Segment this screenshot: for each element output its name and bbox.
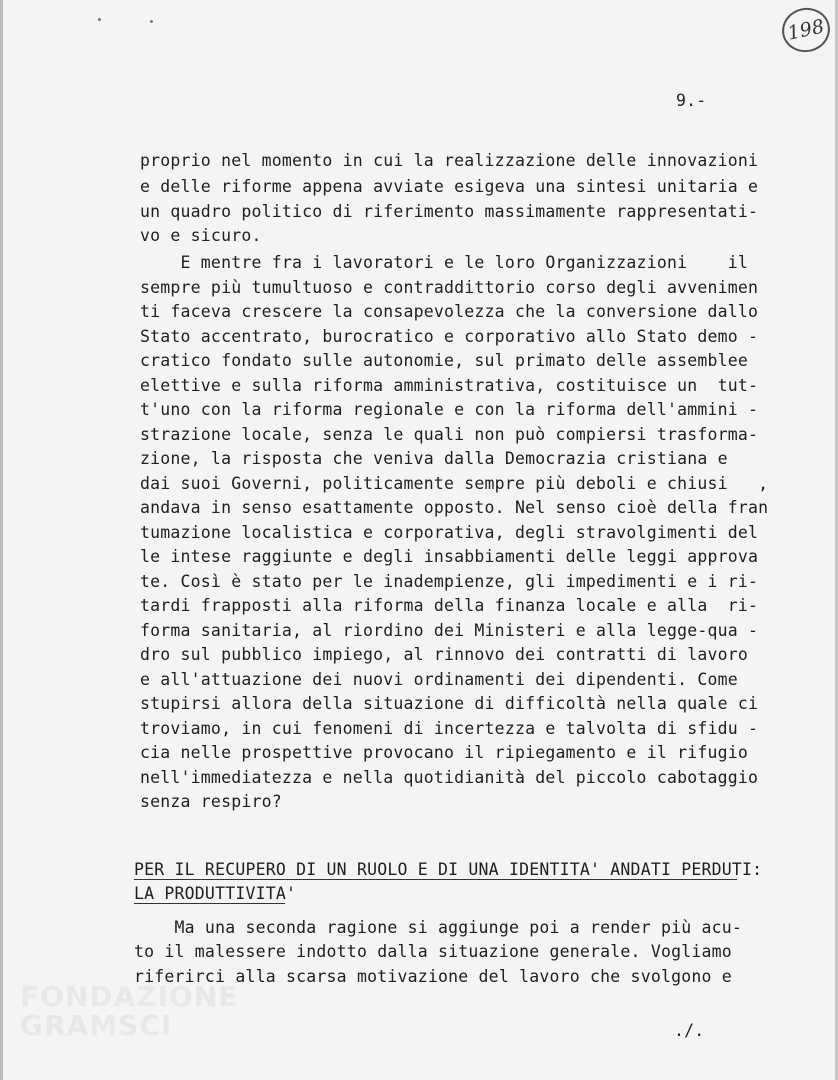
paragraph-2-line: E mentre fra i lavoratori e le loro Organizzazioni il bbox=[140, 253, 749, 272]
paragraph-1-line: vo e sicuro. bbox=[140, 226, 262, 245]
watermark-line: FONDAZIONE bbox=[20, 980, 239, 1013]
speck-mark bbox=[150, 20, 153, 23]
watermark-line: GRAMSCI bbox=[20, 1009, 173, 1043]
paragraph-2-line: Stato accentrato, burocratico e corporativo allo Stato demo - bbox=[140, 327, 759, 346]
paragraph-2-line: sempre più tumultuoso e contraddittorio corso degli avvenimen bbox=[140, 278, 759, 297]
paragraph-2-line: tardi frapposti alla riforma della finanza locale e alla ri- bbox=[140, 596, 759, 615]
paragraph-3-line: riferirci alla scarsa motivazione del lavoro che svolgono e bbox=[134, 967, 732, 986]
paragraph-3-line: Ma una seconda ragione si aggiunge poi a render più acu- bbox=[134, 918, 743, 937]
paragraph-2-line: ti faceva crescere la consapevolezza che la conversione dallo bbox=[140, 302, 759, 321]
section-heading-line-1: PER IL RECUPERO DI UN RUOLO E DI UNA IDENTITA' ANDATI PERDUTI: bbox=[134, 860, 763, 879]
section-heading-underline bbox=[134, 903, 285, 904]
paragraph-1-line: proprio nel momento in cui la realizzazione delle innovazioni bbox=[140, 151, 759, 170]
section-heading-underline bbox=[134, 879, 737, 880]
paragraph-2-line: te. Così è stato per le inadempienze, gli impedimenti e i ri- bbox=[140, 572, 759, 591]
speck-mark bbox=[98, 18, 101, 21]
paragraph-1-line: e delle riforme appena avviate esigeva una sintesi unitaria e bbox=[140, 177, 759, 196]
paragraph-2-line: dai suoi Governi, politicamente sempre più deboli e chiusi , bbox=[140, 474, 769, 493]
archive-stamp bbox=[778, 3, 834, 56]
paragraph-2-line: le intese raggiunte e degli insabbiamenti delle leggi approva bbox=[140, 547, 759, 566]
paragraph-1-line: un quadro politico di riferimento massimamente rappresentati- bbox=[140, 202, 759, 221]
paragraph-2-line: cia nelle prospettive provocano il ripiegamento e il rifugio bbox=[140, 743, 749, 762]
continuation-mark: ./. bbox=[674, 1021, 705, 1040]
paragraph-2-line: stupirsi allora della situazione di difficoltà nella quale ci bbox=[140, 694, 759, 713]
paragraph-2-line: strazione locale, senza le quali non può compiersi trasforma- bbox=[140, 425, 759, 444]
left-page-border bbox=[0, 0, 3, 1080]
archive-watermark bbox=[20, 982, 280, 1052]
section-heading-line-2: LA PRODUTTIVITA' bbox=[134, 884, 297, 903]
paragraph-2-line: troviamo, in cui fenomeni di incertezza e talvolta di sfidu - bbox=[140, 719, 759, 738]
paragraph-2-line: cratico fondato sulle autonomie, sul primato delle assemblee bbox=[140, 351, 749, 370]
paragraph-2-line: elettive e sulla riforma amministrativa, costituisce un tut- bbox=[140, 376, 759, 395]
archive-stamp-text: 198 bbox=[785, 15, 827, 45]
paragraph-2-line: t'uno con la riforma regionale e con la riforma dell'ammini - bbox=[140, 400, 759, 419]
paragraph-2-line: e all'attuazione dei nuovi ordinamenti dei dipendenti. Come bbox=[140, 670, 738, 689]
paragraph-2-line: dro sul pubblico impiego, al rinnovo dei contratti di lavoro bbox=[140, 645, 749, 664]
paragraph-2-line: zione, la risposta che veniva dalla Democrazia cristiana e bbox=[140, 449, 728, 468]
paragraph-2-line: andava in senso esattamente opposto. Nel senso cioè della fran bbox=[140, 498, 769, 517]
paragraph-2-line: tumazione localistica e corporativa, degli stravolgimenti del bbox=[140, 523, 759, 542]
page-number: 9.- bbox=[676, 91, 707, 110]
paragraph-3-line: to il malessere indotto dalla situazione generale. Vogliamo bbox=[134, 942, 732, 961]
paragraph-2-line: senza respiro? bbox=[140, 792, 282, 811]
paragraph-2-line: nell'immediatezza e nella quotidianità del piccolo cabotaggio bbox=[140, 768, 759, 787]
paragraph-2-line: forma sanitaria, al riordino dei Ministeri e alla legge-qua - bbox=[140, 621, 759, 640]
